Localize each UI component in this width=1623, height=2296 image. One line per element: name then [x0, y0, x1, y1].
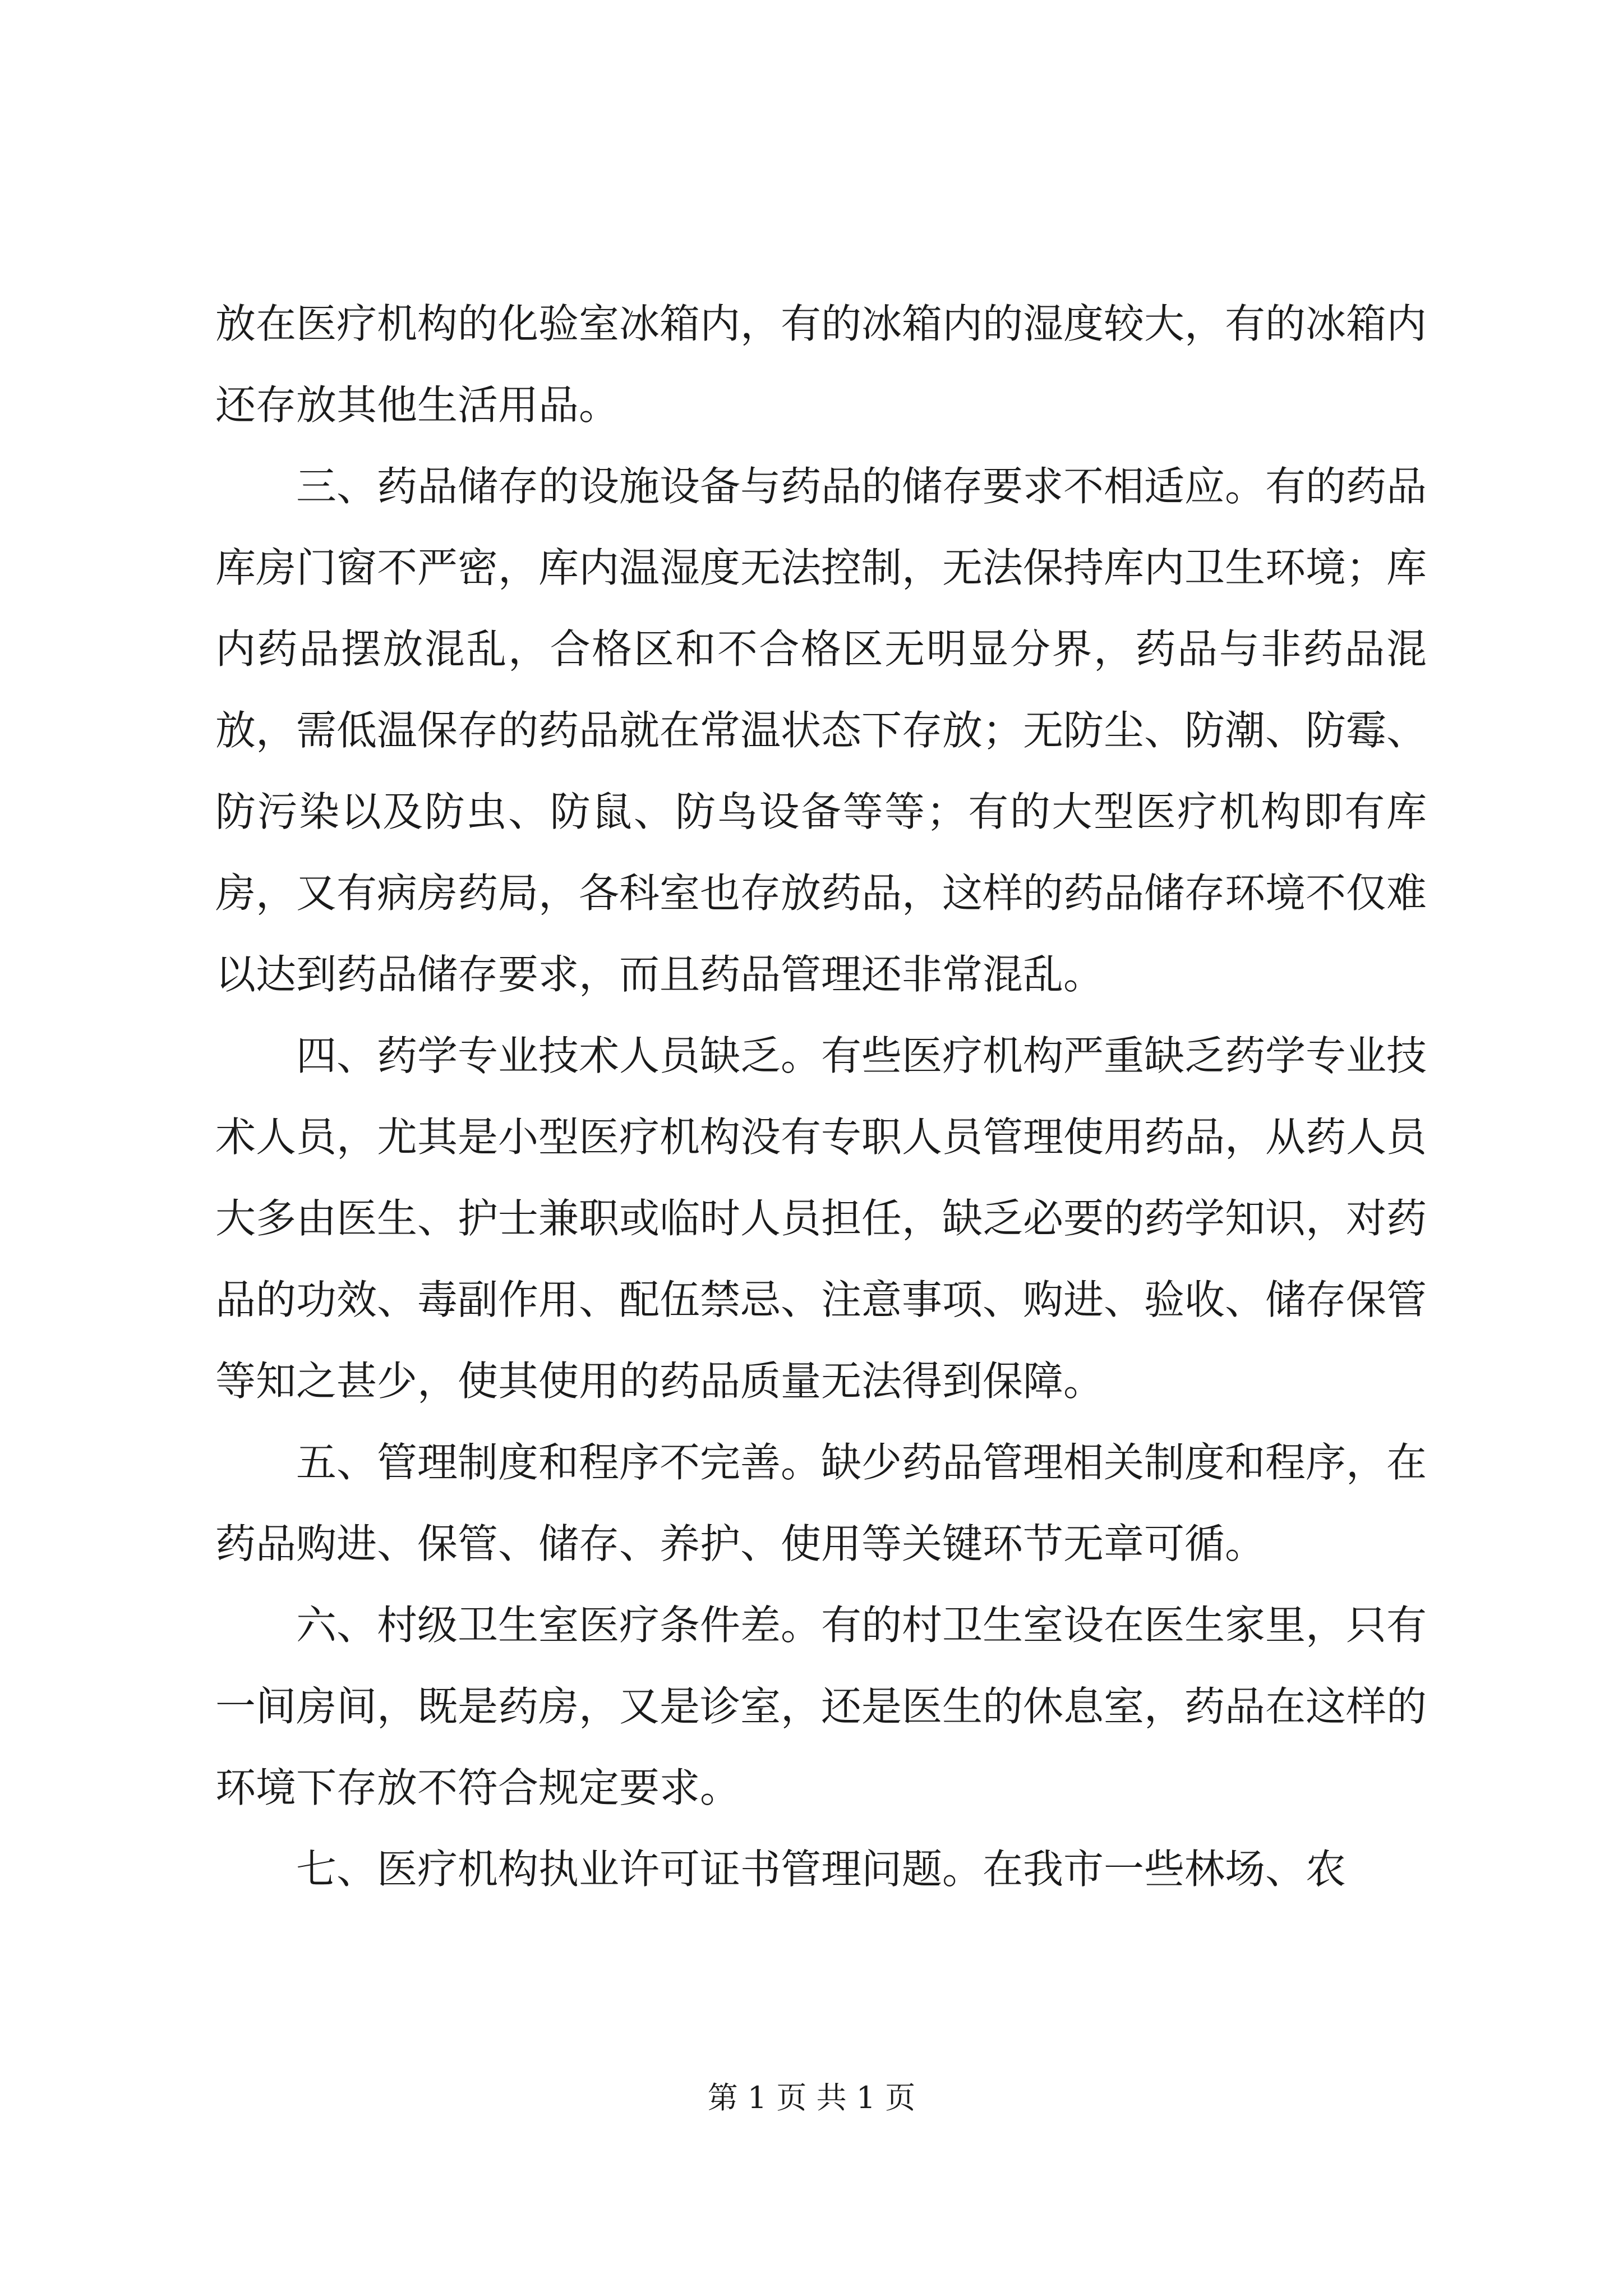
page-number-footer: 第 1 页 共 1 页	[707, 2080, 916, 2115]
document-body	[215, 283, 1427, 1910]
paragraph-3: 四、药学专业技术人员缺乏。有些医疗机构严重缺乏药学专业技术人员，尤其是小型医疗机构没有专职人员管理使用药品，从药人员大多由医生、护士兼职或临时人员担任，缺乏必要的药学知识，对药品的功效、毒副作用、配伍禁忌、注意事项、购进、验收、储存保管等知之甚少，使其使用的药品质量无法得到保障。	[215, 1032, 1427, 1405]
paragraph-4: 五、管理制度和程序不完善。缺少药品管理相关制度和程序，在药品购进、保管、储存、养护、使用等关键环节无章可循。	[215, 1439, 1427, 1567]
paragraph-2: 三、药品储存的设施设备与药品的储存要求不相适应。有的药品库房门窗不严密，库内温湿度无法控制，无法保持库内卫生环境；库内药品摆放混乱，合格区和不合格区无明显分界，药品与非药品混放，需低温保存的药品就在常温状态下存放；无防尘、防潮、防霉、防污染以及防虫、防鼠、防鸟设备等等；有的大型医疗机构即有库房，又有病房药局，各科室也存放药品，这样的药品储存环境不仅难以达到药品储存要求，而且药品管理还非常混乱。	[215, 463, 1427, 998]
paragraph-6: 七、医疗机构执业许可证书管理问题。在我市一些林场、农	[296, 1846, 1347, 1893]
paragraph-5: 六、村级卫生室医疗条件差。有的村卫生室设在医生家里，只有一间房间，既是药房，又是诊室，还是医生的休息室，药品在这样的环境下存放不符合规定要求。	[215, 1602, 1427, 1811]
paragraph-1: 放在医疗机构的化验室冰箱内，有的冰箱内的湿度较大，有的冰箱内还存放其他生活用品。	[215, 300, 1427, 429]
